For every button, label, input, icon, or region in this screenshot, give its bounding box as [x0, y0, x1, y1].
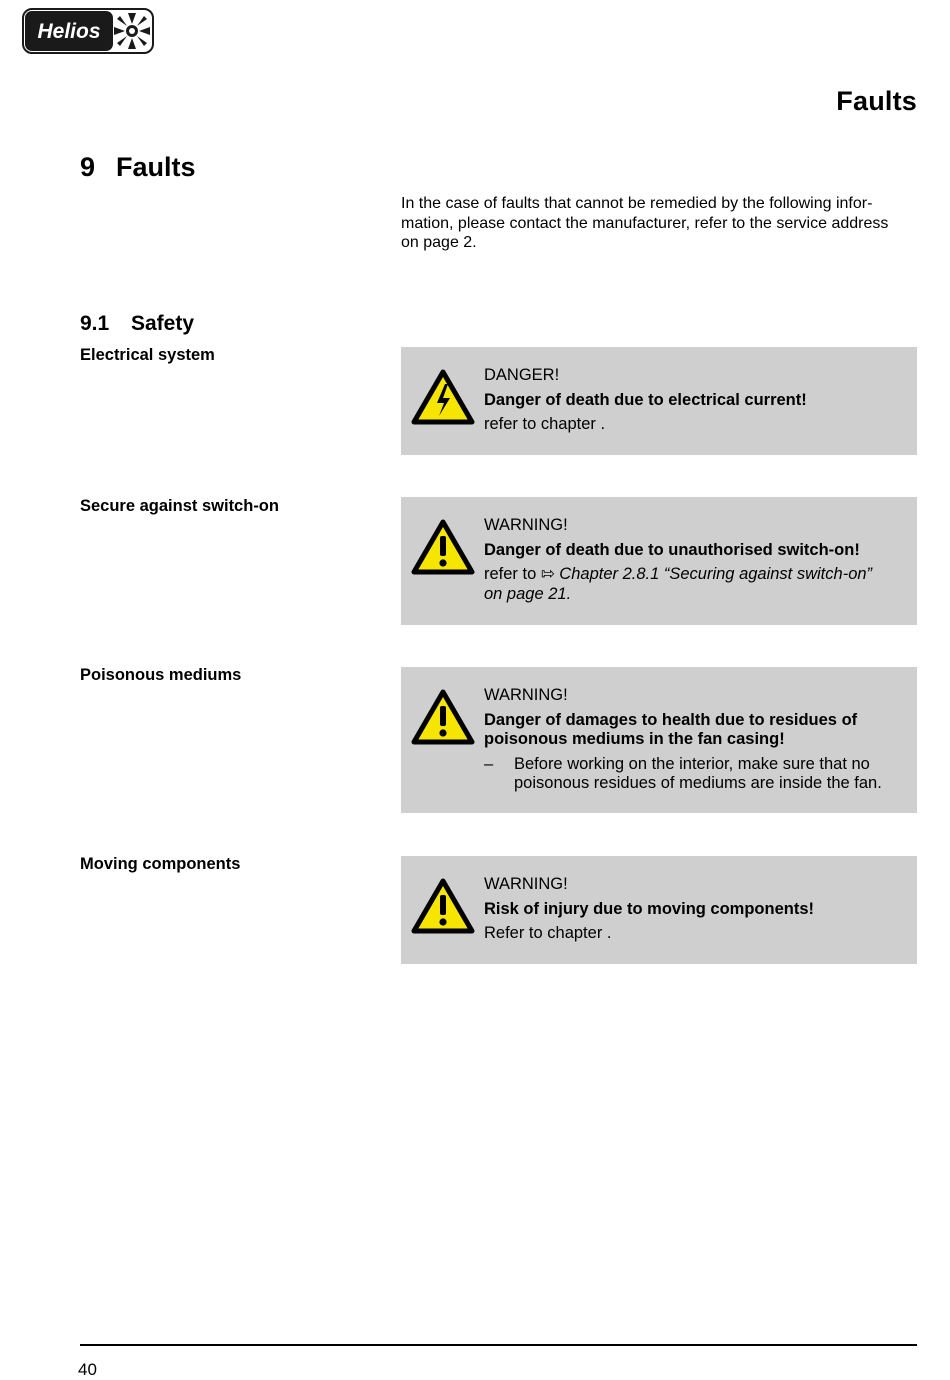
- bullet-text: Before working on the interior, make sure that no poisonous residues of mediums are inside the fan.: [514, 754, 882, 792]
- chapter-title-text: Faults: [116, 152, 196, 182]
- helios-fan-icon: [114, 13, 150, 49]
- warning-exclamation-icon: [411, 519, 475, 575]
- signal-word: WARNING!: [484, 516, 568, 534]
- chapter-link[interactable]: Chapter 2.8.1 “Securing against switch-on”: [559, 565, 873, 583]
- notice-heading: Danger of death due to electrical current!: [484, 390, 807, 409]
- warning-notice-moving: [401, 856, 917, 964]
- page-link[interactable]: on page 21.: [484, 584, 572, 603]
- danger-notice-electrical: [401, 347, 917, 455]
- intro-paragraph: [401, 194, 921, 253]
- warning-notice-poisonous: [401, 667, 917, 813]
- bullet-dash: –: [484, 754, 494, 773]
- intro-line-2: mation, please contact the manufacturer, refer to the service address: [401, 214, 889, 232]
- footer-rule: [80, 1344, 917, 1346]
- list-item: [484, 755, 905, 794]
- section-title: [80, 312, 194, 336]
- electric-hazard-icon: [411, 369, 475, 425]
- signal-word: DANGER!: [484, 366, 560, 384]
- chapter-number: 9: [80, 152, 96, 182]
- warning-exclamation-icon: [411, 878, 475, 934]
- warning-exclamation-icon: [411, 689, 475, 745]
- notice-reference: refer to chapter .: [484, 415, 606, 433]
- intro-line-3: on page 2.: [401, 234, 477, 251]
- label-poisonous-mediums: Poisonous mediums: [80, 666, 242, 684]
- chapter-title: [80, 152, 196, 183]
- logo-text: Helios: [37, 20, 101, 43]
- reference-prefix: refer to: [484, 565, 537, 583]
- helios-logo: [22, 8, 154, 54]
- signal-word: WARNING!: [484, 875, 568, 893]
- notice-heading: Danger of death due to unauthorised switch-on!: [484, 540, 860, 559]
- notice-heading: Risk of injury due to moving components!: [484, 899, 815, 918]
- arrow-icon: ⇰: [540, 565, 555, 583]
- signal-word: WARNING!: [484, 686, 568, 704]
- notice-reference: Refer to chapter .: [484, 924, 612, 942]
- page-header-title: Faults: [836, 86, 917, 116]
- section-number: 9.1: [80, 312, 110, 335]
- label-electrical-system: Electrical system: [80, 346, 215, 364]
- label-secure-against-switch-on: Secure against switch-on: [80, 497, 279, 515]
- intro-line-1: In the case of faults that cannot be remedied by the following infor-: [401, 195, 873, 212]
- notice-reference: [484, 565, 905, 604]
- notice-heading: Danger of damages to health due to residues of poisonous mediums in the fan casing!: [484, 710, 858, 748]
- label-moving-components: Moving components: [80, 855, 241, 873]
- warning-notice-switch-on: [401, 497, 917, 625]
- section-title-text: Safety: [131, 312, 195, 335]
- page-number: 40: [78, 1360, 97, 1379]
